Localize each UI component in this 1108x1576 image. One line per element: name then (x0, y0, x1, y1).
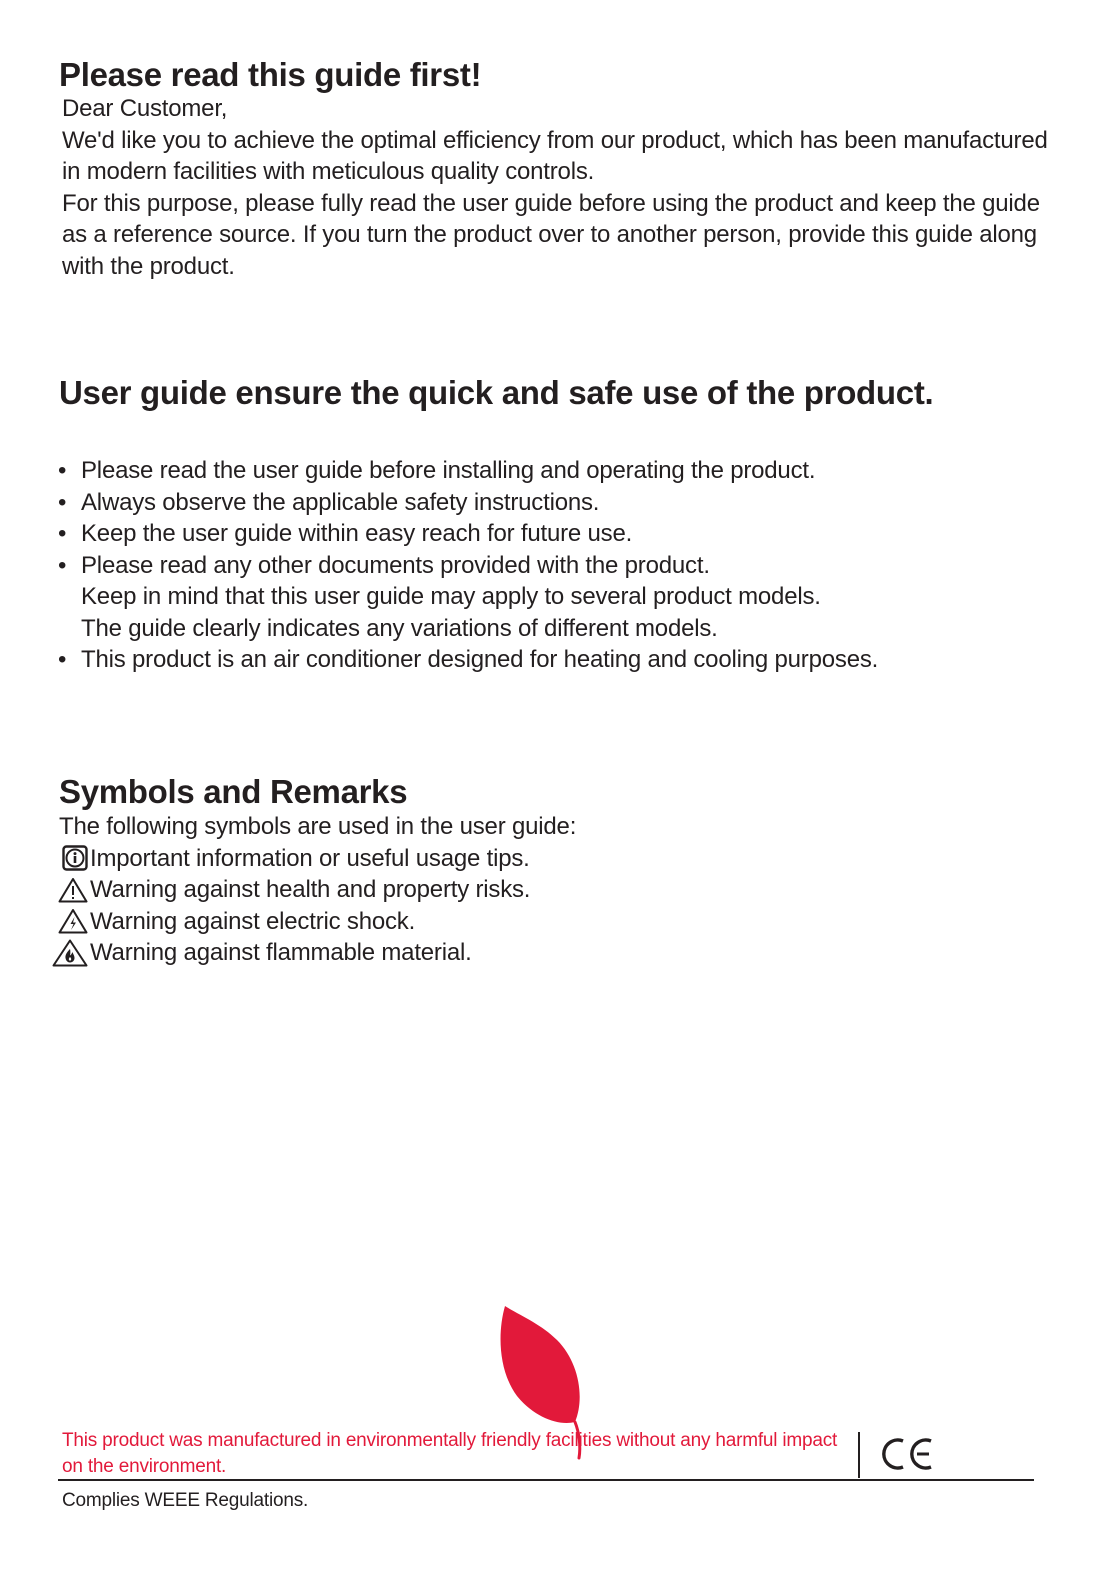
footer-divider (58, 1479, 1034, 1481)
bullet-icon: • (58, 457, 67, 484)
usage-bullet-list (58, 455, 1078, 676)
symbols-heading: Symbols and Remarks (59, 773, 408, 810)
list-item-continuation: Keep in mind that this user guide may apply to several product models. (81, 583, 821, 610)
eco-statement: This product was manufactured in environmentally friendly facilities without any harmful impact on the environment. (62, 1430, 838, 1477)
symbol-row-warning (50, 874, 750, 906)
intro-paragraph-1: We'd like you to achieve the optimal efficiency from our product, which has been manufactured in modern facilities with meticulous quality controls. (62, 126, 1048, 185)
info-icon (50, 844, 90, 872)
bullet-icon: • (58, 646, 67, 673)
list-item-text: Please read any other documents provided with the product. (81, 551, 710, 579)
symbols-section (50, 811, 750, 969)
symbol-row-info (50, 843, 750, 875)
salutation: Dear Customer, (62, 95, 228, 122)
intro-paragraph-2: For this purpose, please fully read the user guide before using the product and keep the guide as a reference source. If you turn the product over to another person, provide this guide along with the product. (62, 189, 1040, 280)
symbol-text: Warning against electric shock. (90, 907, 416, 935)
page-title: Please read this guide first! (59, 56, 482, 93)
list-item (58, 518, 1078, 550)
symbols-intro: The following symbols are used in the user guide: (59, 813, 577, 840)
flammable-icon (50, 939, 90, 967)
list-item-continuation: The guide clearly indicates any variations of different models. (81, 614, 718, 642)
bullet-icon: • (58, 551, 67, 579)
ce-mark-icon (879, 1434, 937, 1474)
weee-compliance: Complies WEEE Regulations. (62, 1490, 309, 1511)
electric-shock-icon (50, 907, 90, 935)
symbol-row-flammable (50, 937, 750, 969)
usage-heading: User guide ensure the quick and safe use of the product. (59, 374, 934, 411)
symbol-text: Important information or useful usage tips. (90, 844, 530, 872)
list-item (58, 487, 1078, 519)
list-item (58, 550, 1078, 645)
list-item-text: Please read the user guide before installing and operating the product. (81, 457, 816, 484)
intro-section (62, 93, 1062, 282)
symbol-text: Warning against flammable material. (90, 939, 472, 966)
list-item (58, 455, 1078, 487)
list-item-text: This product is an air conditioner designed for heating and cooling purposes. (81, 646, 879, 673)
warning-icon (50, 876, 90, 904)
list-item-text: Keep the user guide within easy reach for future use. (81, 520, 633, 547)
bullet-icon: • (58, 520, 67, 547)
symbol-row-electric (50, 906, 750, 938)
symbol-text: Warning against health and property risks. (90, 876, 531, 903)
bullet-icon: • (58, 488, 67, 516)
list-item (58, 644, 1078, 676)
list-item-text: Always observe the applicable safety instructions. (81, 488, 600, 516)
ce-divider (858, 1432, 860, 1478)
